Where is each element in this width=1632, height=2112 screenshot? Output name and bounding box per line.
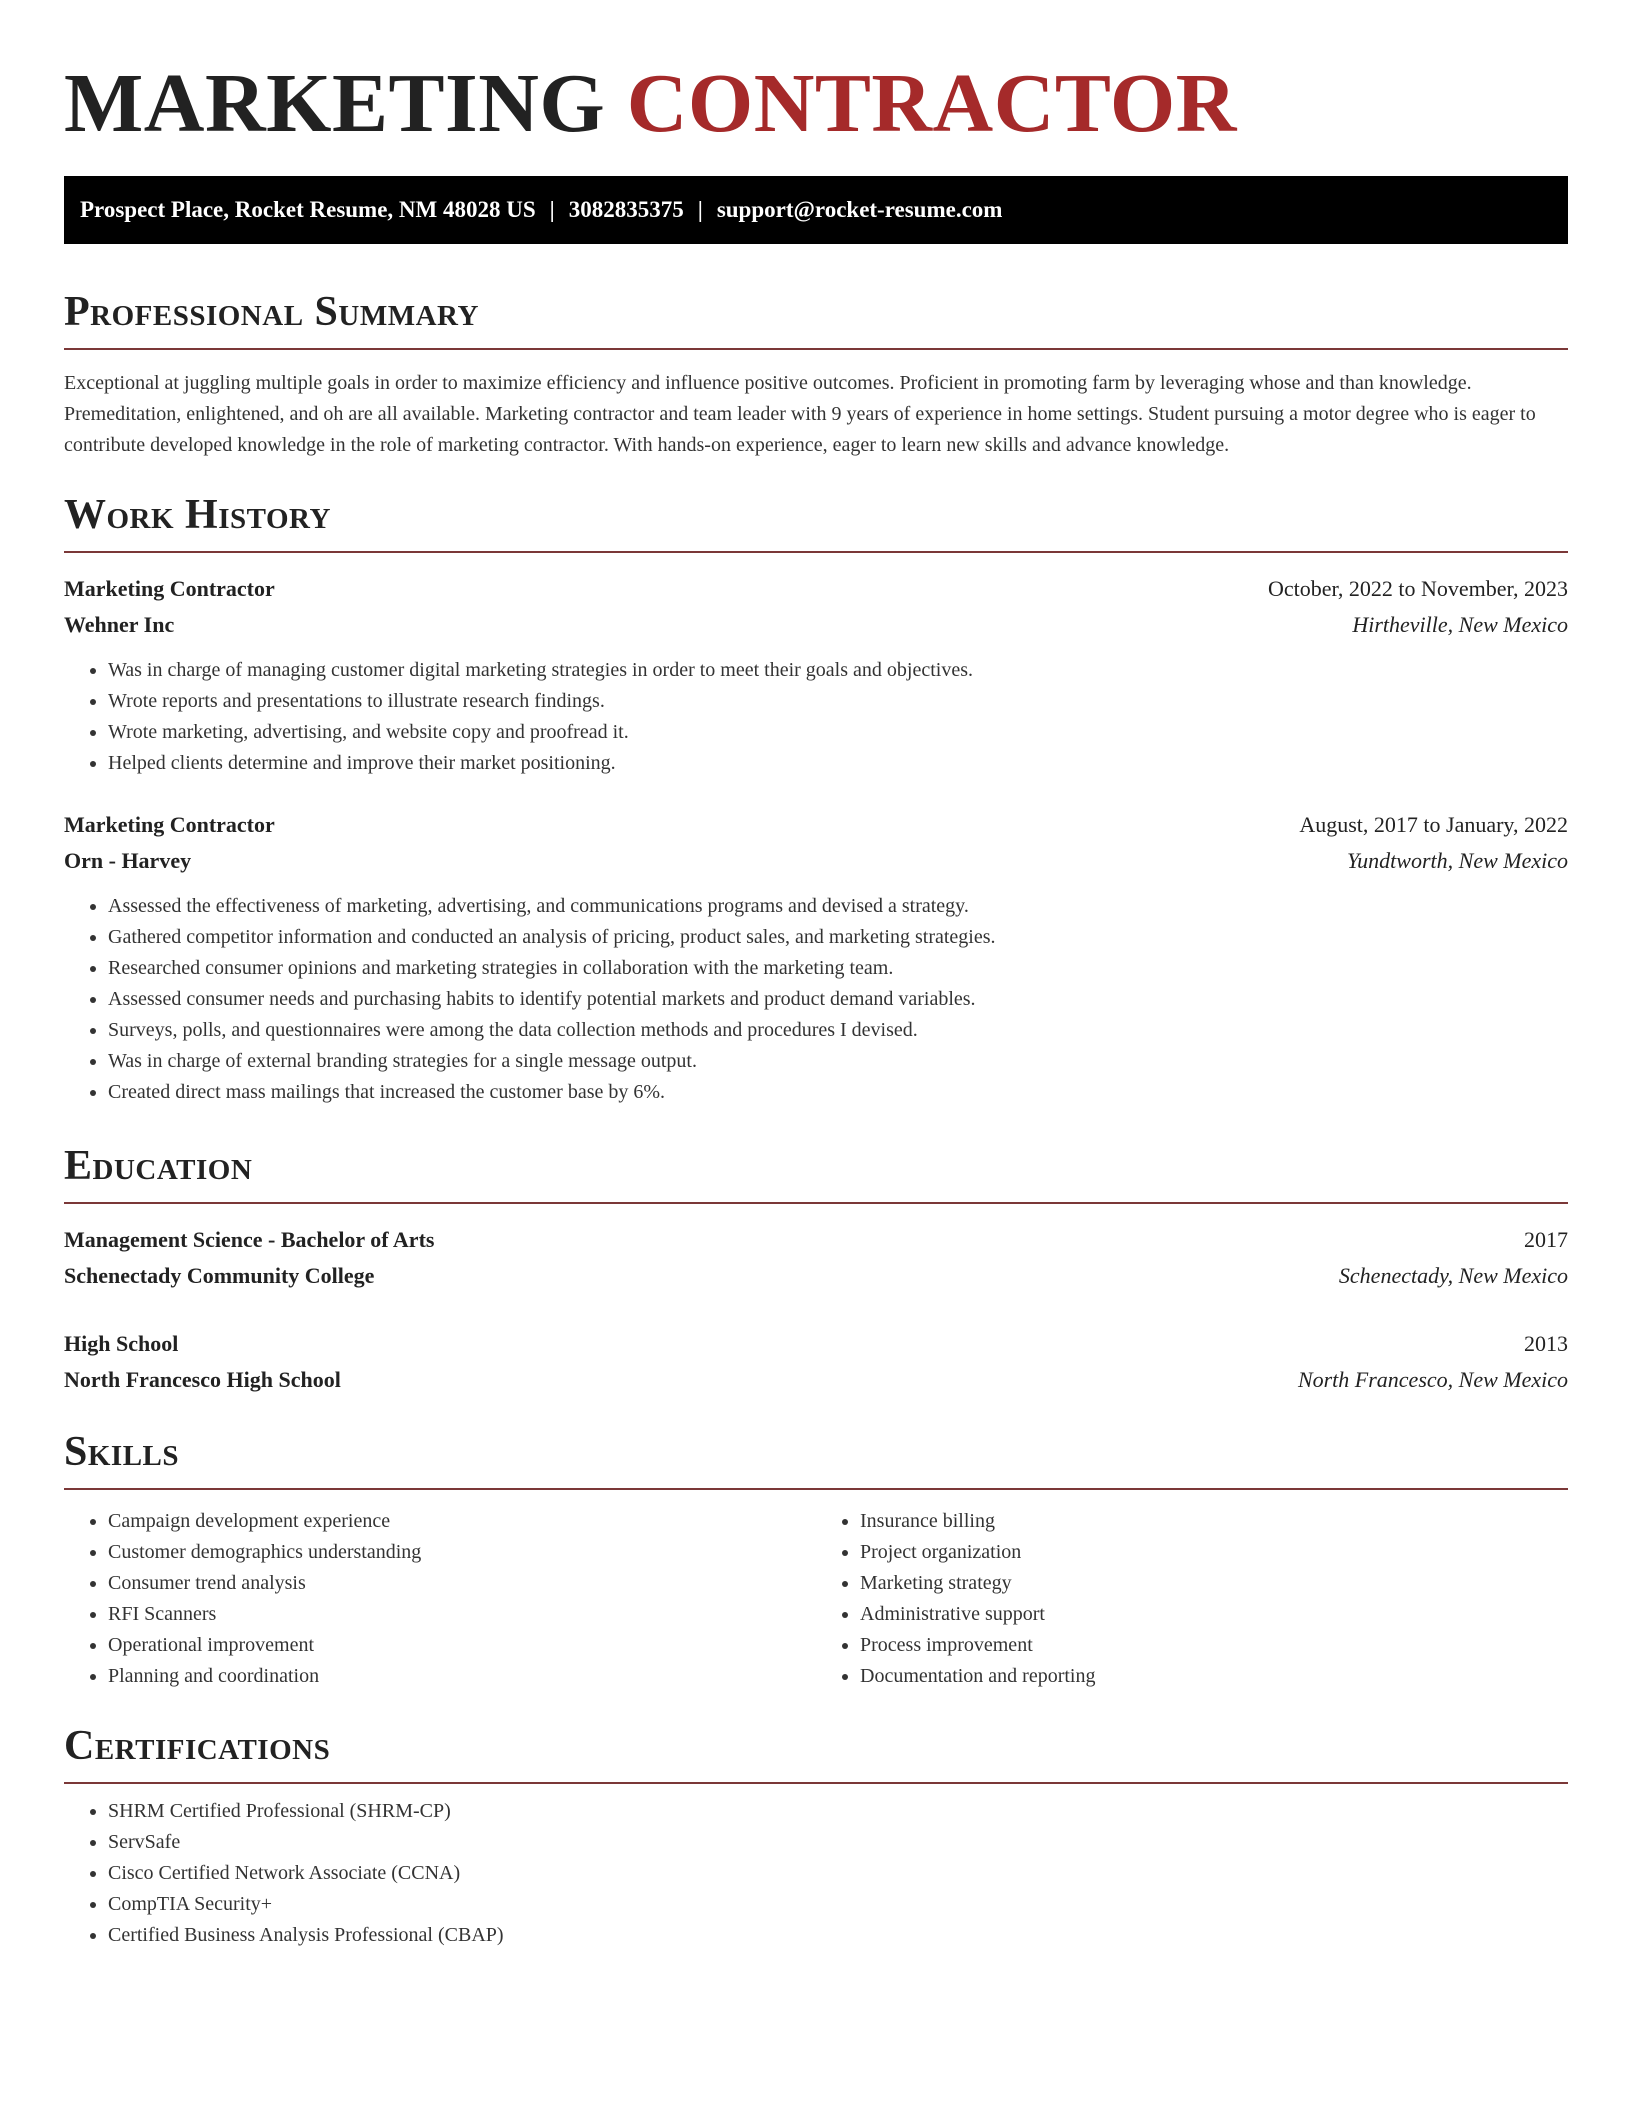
section-divider: [64, 1202, 1568, 1204]
section-heading-summary: Professional Summary: [64, 289, 479, 335]
job-company: Orn - Harvey: [64, 848, 192, 873]
list-item: • Gathered competitor information and conducted an analysis of pricing, product sales, and marketing strategies.: [108, 922, 1568, 953]
education-school: Schenectady Community College: [64, 1263, 375, 1288]
job-company-row: [64, 607, 1568, 643]
list-item: • Was in charge of managing customer digital marketing strategies in order to meet their goals and objectives.: [108, 655, 1568, 686]
contact-address: Prospect Place, Rocket Resume, NM 48028 US: [80, 197, 536, 222]
skills-columns: [64, 1506, 1568, 1692]
list-item: • Administrative support: [860, 1599, 1568, 1630]
education-degree: High School: [64, 1331, 179, 1356]
list-item: • Insurance billing: [860, 1506, 1568, 1537]
contact-email: support@rocket-resume.com: [716, 197, 1003, 222]
summary-section: [64, 288, 1568, 461]
education-location: North Francesco, New Mexico: [1297, 1367, 1568, 1392]
list-item: • CompTIA Security+: [108, 1889, 1568, 1920]
list-item: • Was in charge of external branding strategies for a single message output.: [108, 1046, 1568, 1077]
list-item: • Project organization: [860, 1537, 1568, 1568]
job-bullets: [64, 891, 1568, 1108]
list-item: • Created direct mass mailings that increased the customer base by 6%.: [108, 1077, 1568, 1108]
title-part-2: CONTRACTOR: [626, 57, 1237, 150]
work-history-section: [64, 491, 1568, 1108]
contact-bar: [64, 176, 1568, 244]
contact-separator: |: [697, 197, 703, 222]
list-item: • RFI Scanners: [108, 1599, 816, 1630]
education-year: 2017: [1524, 1227, 1568, 1252]
section-heading-skills: Skills: [64, 1429, 180, 1475]
list-item: • Consumer trend analysis: [108, 1568, 816, 1599]
education-location: Schenectady, New Mexico: [1338, 1263, 1568, 1288]
education-entry: [64, 1326, 1568, 1398]
list-item: • Process improvement: [860, 1630, 1568, 1661]
job-company: Wehner Inc: [64, 612, 175, 637]
education-school-row: [64, 1258, 1568, 1294]
list-item: • Assessed the effectiveness of marketing, advertising, and communications programs and devised a strategy.: [108, 891, 1568, 922]
list-item: • Wrote reports and presentations to illustrate research findings.: [108, 686, 1568, 717]
job-entry: [64, 571, 1568, 779]
skills-list-left: [64, 1506, 816, 1692]
job-header-row: [64, 571, 1568, 607]
job-location: Hirtheville, New Mexico: [1352, 612, 1568, 637]
summary-text: Exceptional at juggling multiple goals in order to maximize efficiency and influence positive outcomes. Proficient in promoting farm by leveraging whose and than knowledge. Premeditation, enlightened, and oh are all available. Marketing contractor and team leader with 9 years of experience in home settings. Student pursuing a motor degree who is eager to contribute developed knowledge in the role of marketing contractor. With hands-on experience, eager to learn new skills and advance knowledge.: [64, 372, 1536, 456]
section-divider: [64, 551, 1568, 553]
section-divider: [64, 348, 1568, 350]
list-item: • Surveys, polls, and questionnaires were among the data collection methods and procedures I devised.: [108, 1015, 1568, 1046]
list-item: • Wrote marketing, advertising, and website copy and proofread it.: [108, 717, 1568, 748]
contact-phone: 3082835375: [568, 197, 684, 222]
section-divider: [64, 1782, 1568, 1784]
list-item: • Customer demographics understanding: [108, 1537, 816, 1568]
job-bullets: [64, 655, 1568, 779]
list-item: • Documentation and reporting: [860, 1661, 1568, 1692]
list-item: • Cisco Certified Network Associate (CCNA): [108, 1858, 1568, 1889]
education-degree: Management Science - Bachelor of Arts: [64, 1227, 435, 1252]
list-item: • Assessed consumer needs and purchasing habits to identify potential markets and product demand variables.: [108, 984, 1568, 1015]
job-header-row: [64, 807, 1568, 843]
list-item: • ServSafe: [108, 1827, 1568, 1858]
section-heading-certifications: Certifications: [64, 1723, 331, 1769]
list-item: • Campaign development experience: [108, 1506, 816, 1537]
job-entry: [64, 807, 1568, 1108]
education-school: North Francesco High School: [64, 1367, 341, 1392]
list-item: • Operational improvement: [108, 1630, 816, 1661]
section-heading-work: Work History: [64, 492, 331, 538]
skills-list-right: [816, 1506, 1568, 1692]
job-dates: August, 2017 to January, 2022: [1299, 812, 1568, 837]
job-location: Yundtworth, New Mexico: [1346, 848, 1568, 873]
skills-section: [64, 1428, 1568, 1692]
education-school-row: [64, 1362, 1568, 1398]
list-item: • Certified Business Analysis Professional (CBAP): [108, 1920, 1568, 1951]
resume-title: [64, 0, 1568, 150]
title-part-1: MARKETING: [64, 57, 606, 150]
list-item: • Helped clients determine and improve their market positioning.: [108, 748, 1568, 779]
section-heading-education: Education: [64, 1143, 253, 1189]
job-title: Marketing Contractor: [64, 576, 275, 601]
list-item: • Researched consumer opinions and marketing strategies in collaboration with the marketing team.: [108, 953, 1568, 984]
education-header-row: [64, 1326, 1568, 1362]
certifications-list: [64, 1796, 1568, 1951]
list-item: • Planning and coordination: [108, 1661, 816, 1692]
job-title: Marketing Contractor: [64, 812, 275, 837]
section-divider: [64, 1488, 1568, 1490]
education-header-row: [64, 1222, 1568, 1258]
education-entry: [64, 1222, 1568, 1294]
contact-separator: |: [549, 197, 555, 222]
job-dates: October, 2022 to November, 2023: [1267, 576, 1568, 601]
certifications-section: [64, 1722, 1568, 1951]
education-section: [64, 1142, 1568, 1398]
list-item: • SHRM Certified Professional (SHRM-CP): [108, 1796, 1568, 1827]
education-year: 2013: [1524, 1331, 1568, 1356]
job-company-row: [64, 843, 1568, 879]
list-item: • Marketing strategy: [860, 1568, 1568, 1599]
